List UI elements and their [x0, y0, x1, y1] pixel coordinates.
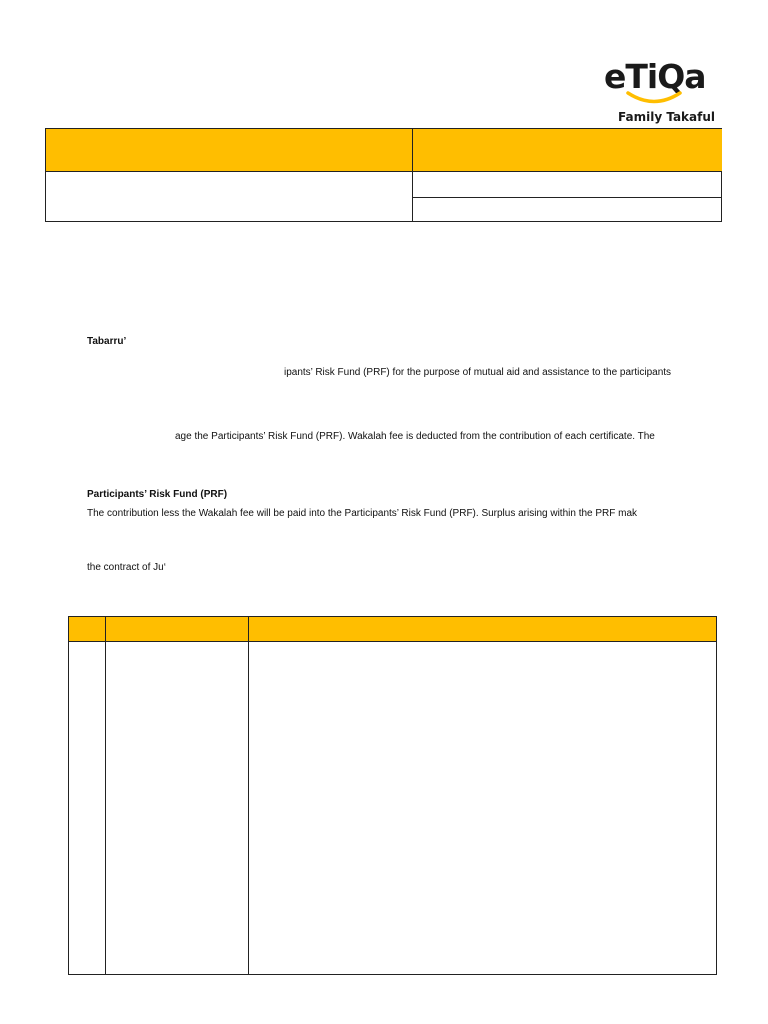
table-column-divider	[248, 617, 249, 974]
details-table-header	[69, 617, 716, 641]
tabarru-heading: Tabarru’	[87, 336, 127, 347]
details-table	[68, 616, 717, 975]
table-divider	[46, 171, 721, 172]
logo-subtitle: Family Takaful	[618, 110, 716, 124]
tabarru-text: ipants’ Risk Fund (PRF) for the purpose of mutual aid and assistance to the participants	[284, 367, 672, 378]
table-divider	[412, 129, 413, 221]
header-cell-left	[46, 129, 412, 171]
logo-smile-icon	[624, 90, 684, 106]
header-cell-right	[413, 129, 722, 171]
prf-heading: Participants’ Risk Fund (PRF)	[87, 489, 228, 500]
header-info-table	[45, 128, 722, 222]
etiqa-logo	[604, 58, 714, 130]
table-divider	[69, 641, 716, 642]
wakalah-text: age the Participants’ Risk Fund (PRF). Wakalah fee is deducted from the contribution of each certificate. The	[175, 431, 655, 442]
logo-wordmark: eTiQa	[604, 57, 706, 96]
contract-text: the contract of Ju‘	[87, 562, 166, 573]
prf-text: The contribution less the Wakalah fee will be paid into the Participants’ Risk Fund (PRF). Surplus arising within the PRF mak	[87, 508, 638, 519]
table-column-divider	[105, 617, 106, 974]
table-divider	[413, 197, 721, 198]
